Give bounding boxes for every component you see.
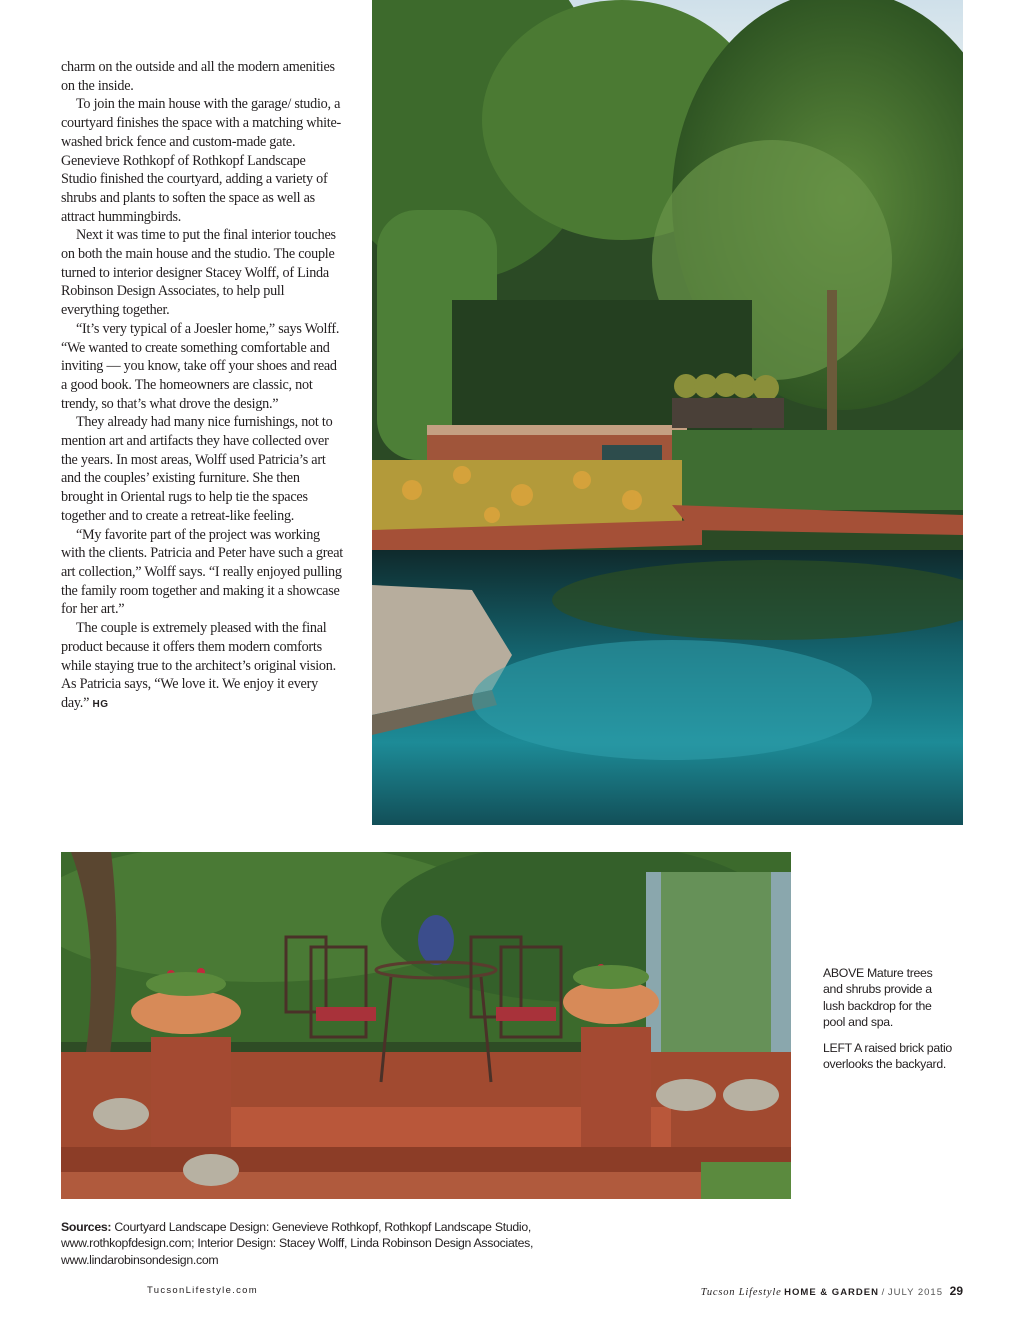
end-mark: HG <box>92 698 109 710</box>
patio-photo <box>61 852 791 1199</box>
article-paragraph-text: The couple is extremely pleased with the final product because it offers them modern comforts while staying true to the architect’s original vision. As Patricia says, “We love it. We enjoy it every day.” <box>61 620 336 711</box>
sources-credits <box>61 1219 561 1268</box>
sources-text: Courtyard Landscape Design: Genevieve Rothkopf, Rothkopf Landscape Studio, www.rothkopfdesign.com; Interior Design: Stacey Wolff, Linda Robinson Design Associates, www.lindarobinsondesign.com <box>61 1220 534 1267</box>
article-paragraph: Next it was time to put the final interior touches on both the main house and the studio. The couple turned to interior designer Stacey Wolff, of Linda Robinson Design Associates, to help pull everything together. <box>61 227 336 319</box>
footer-section: HOME & GARDEN <box>784 1287 879 1298</box>
caption-left: LEFT A raised brick patio overlooks the backyard. <box>823 1041 952 1072</box>
pool-photo <box>372 0 963 825</box>
article-paragraph-last <box>61 619 343 715</box>
sources-label: Sources: <box>61 1220 112 1234</box>
page-footer <box>701 1284 963 1298</box>
footer-website: TucsonLifestyle.com <box>147 1285 258 1296</box>
caption-above: ABOVE Mature trees and shrubs provide a lush backdrop for the pool and spa. <box>823 966 933 1029</box>
article-paragraph: To join the main house with the garage/ studio, a courtyard finishes the space with a matching white-washed brick fence and custom-made gate. Genevieve Rothkopf of Rothkopf Landscape Studio finished the courtyard, adding a variety of shrubs and plants to soften the space as well as attract hummingbirds. <box>61 96 341 225</box>
article-paragraph: charm on the outside and all the modern amenities on the inside. <box>61 59 335 94</box>
footer-issue: JULY 2015 <box>887 1287 944 1298</box>
footer-magazine: Tucson Lifestyle <box>700 1287 782 1298</box>
photo-captions <box>823 965 953 1083</box>
footer-separator: / <box>881 1287 886 1298</box>
article-paragraph: They already had many nice furnishings, not to mention art and artifacts they have collected over the years. In most areas, Wolff used Patricia’s art and the couples’ existing furniture. She then brought in Oriental rugs to help tie the spaces together and to create a retreat-like feeling. <box>61 414 333 524</box>
article-paragraph: “My favorite part of the project was working with the clients. Patricia and Peter have such a great art collection,” Wolff says. “I really enjoyed pulling the family room together and making it a showcase for her art.” <box>61 526 343 618</box>
page-number: 29 <box>949 1284 963 1298</box>
article-body <box>61 58 343 715</box>
article-paragraph: “It’s very typical of a Joesler home,” says Wolff. “We wanted to create something comfortable and inviting — you know, take off your shoes and read a good book. The homeowners are classic, not trendy, so that’s what drove the design.” <box>61 320 340 412</box>
